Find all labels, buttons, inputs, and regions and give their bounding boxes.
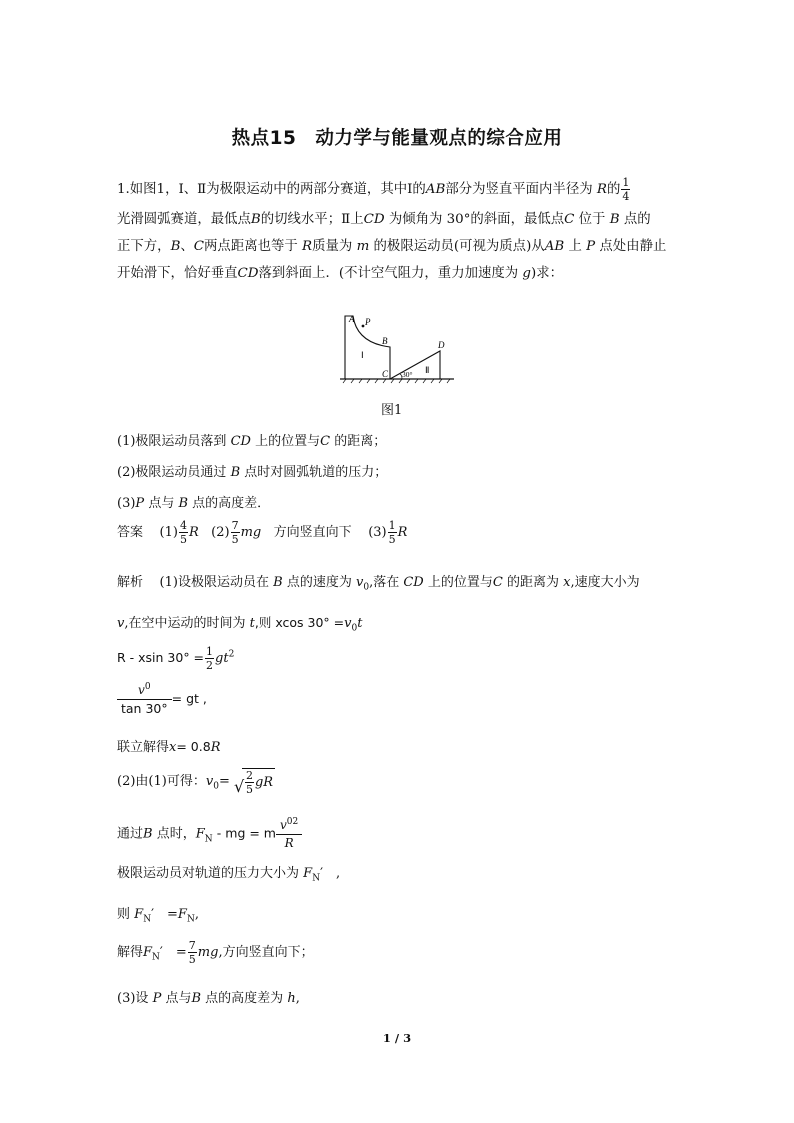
fraction-denominator: 4 — [622, 190, 630, 203]
text: 上 — [568, 239, 582, 254]
text: 的 — [606, 182, 621, 197]
text: x — [563, 575, 571, 590]
text: C — [193, 239, 205, 254]
text: B — [230, 465, 241, 480]
text: AB — [425, 182, 446, 197]
equation-3 — [117, 736, 220, 755]
text: F — [177, 907, 187, 922]
text: ′ = — [159, 945, 187, 960]
label-p: P — [365, 317, 371, 327]
text: B — [250, 212, 261, 227]
text: 极限运动员对轨道的压力大小为 — [117, 866, 300, 881]
text: 0 — [213, 781, 219, 792]
fraction-numerator: 2 — [245, 769, 253, 782]
text: R — [596, 182, 607, 197]
text: N — [143, 914, 152, 925]
square-root — [234, 768, 275, 795]
text: C — [492, 575, 503, 590]
text: v — [279, 818, 287, 832]
text: g — [522, 266, 531, 281]
text: R - xsin 30° = — [117, 650, 205, 665]
text: N — [186, 914, 195, 925]
text: B — [273, 575, 283, 590]
label-angle: 30° — [402, 370, 413, 379]
text: 部分为竖直平面内半径为 — [445, 182, 593, 197]
text: 上的位置与 — [427, 575, 493, 590]
text: ′ = — [151, 907, 178, 922]
radical-sign: √ — [233, 777, 245, 796]
text: CD — [403, 575, 424, 590]
text: 点与 — [148, 496, 175, 511]
text: F — [303, 866, 313, 881]
text: F — [134, 907, 144, 922]
text: 联立解得 — [117, 740, 170, 755]
text: (2) — [211, 525, 230, 540]
text: R — [210, 740, 221, 755]
text: v — [355, 575, 364, 590]
fraction-denominator: 5 — [179, 533, 187, 546]
text: 点的 — [623, 212, 651, 227]
equation-5 — [117, 818, 302, 850]
text: 两点距离也等于 — [204, 239, 298, 254]
equation-9 — [117, 987, 300, 1006]
text: B — [143, 826, 153, 842]
text: C — [320, 434, 331, 449]
text: 2 — [228, 649, 235, 660]
fraction-numerator: 1 — [206, 645, 214, 658]
text: )求： — [531, 266, 564, 281]
fraction-numerator: 4 — [179, 519, 187, 532]
equation-8 — [117, 940, 314, 965]
text: v — [205, 774, 214, 789]
fraction — [245, 770, 254, 795]
text: 正下方， — [117, 239, 171, 254]
text: 开始滑下，恰好垂直 — [117, 266, 238, 281]
label-track-two: Ⅱ — [425, 365, 430, 375]
text: 02 — [286, 817, 299, 827]
text: 落到斜面上．(不计空气阻力，重力加速度为 — [258, 266, 519, 281]
problem-statement — [117, 176, 679, 287]
text: = 0.8 — [176, 739, 211, 754]
text: 0 — [351, 623, 358, 634]
text: t — [249, 616, 255, 631]
answer-label: 答案 — [117, 525, 144, 540]
fraction — [621, 177, 630, 202]
text: x — [169, 740, 177, 755]
label-track-one: Ⅰ — [361, 350, 364, 360]
text: (3) — [368, 525, 387, 540]
radicand — [242, 768, 275, 795]
question-2 — [117, 461, 387, 480]
text: N — [312, 873, 321, 884]
fraction — [231, 520, 240, 545]
text: 的距离； — [334, 434, 387, 449]
text: mg — [240, 525, 262, 540]
text: 点时对圆弧轨道的压力； — [244, 465, 388, 480]
text: (2)极限运动员通过 — [117, 465, 227, 480]
fraction-numerator — [117, 683, 172, 700]
text: P — [135, 496, 145, 511]
text: (1) — [159, 525, 178, 540]
text: 点与 — [165, 991, 192, 1006]
text: 、 — [180, 239, 194, 254]
equation-1 — [117, 646, 234, 671]
text: v — [344, 616, 352, 631]
fraction — [276, 818, 302, 850]
text: t — [357, 616, 363, 631]
label-d: D — [438, 340, 445, 350]
text: F — [143, 945, 153, 960]
text: v — [117, 616, 125, 631]
equation-7 — [117, 903, 199, 925]
fraction — [179, 520, 188, 545]
text: C — [564, 212, 575, 227]
text: = — [218, 774, 230, 789]
question-1 — [117, 430, 386, 449]
text: P — [586, 239, 596, 254]
fraction-denominator: 5 — [245, 783, 253, 796]
text: v — [138, 683, 145, 697]
fraction-denominator: tan 30° — [121, 701, 168, 717]
text: 则 — [117, 907, 131, 922]
text: 通过 — [117, 826, 144, 842]
text: R — [302, 239, 313, 254]
text: F — [195, 826, 205, 842]
text: ,速度大小为 — [570, 575, 640, 590]
text: 1.如图1，Ⅰ、Ⅱ为极限运动中的两部分赛道，其中Ⅰ的 — [117, 182, 426, 197]
text: 点处由静止 — [599, 239, 667, 254]
equation-6 — [117, 862, 340, 884]
fraction — [188, 940, 197, 965]
text: B — [178, 496, 189, 511]
solution-line-1 — [117, 571, 640, 593]
text: 为倾角为 30°的斜面，最低点 — [388, 212, 565, 227]
label-b: B — [382, 336, 388, 346]
text: 位于 — [578, 212, 606, 227]
text: ,在空中运动的时间为 — [124, 616, 246, 631]
text: ′ , — [320, 866, 341, 881]
problem-line-2 — [117, 206, 679, 233]
text: (2)由(1)可得： — [117, 774, 206, 789]
text: 0 — [144, 682, 151, 692]
text: (3) — [117, 496, 136, 511]
text: P — [152, 991, 162, 1006]
answer-line — [117, 520, 407, 545]
text: B — [191, 991, 202, 1006]
track-two-slope — [390, 351, 440, 379]
text: h — [287, 991, 296, 1006]
text: 方向竖直向下 — [273, 525, 352, 540]
text: ,方向竖直向下； — [218, 945, 314, 960]
text: 质量为 — [312, 239, 353, 254]
text: CD — [363, 212, 385, 227]
text: - mg = m — [216, 825, 276, 841]
text: 点的高度差． — [192, 496, 271, 511]
text: = gt , — [171, 690, 207, 706]
text: AB — [544, 239, 565, 254]
track-diagram — [336, 309, 458, 386]
problem-line-1 — [117, 176, 679, 203]
text: 的极限运动员(可视为质点)从 — [373, 239, 545, 254]
text: N — [152, 952, 160, 963]
fraction-denominator: 2 — [206, 659, 214, 672]
ground-hatch — [343, 379, 450, 383]
fraction-numerator: 7 — [188, 939, 196, 952]
page-title: 热点15 动力学与能量观点的综合应用 — [231, 128, 563, 149]
equation-2 — [117, 683, 207, 716]
fraction-denominator: 5 — [388, 533, 396, 546]
question-3 — [117, 492, 270, 511]
text: gR — [254, 775, 274, 790]
text: (1)设极限运动员在 — [159, 575, 269, 590]
text: m — [356, 239, 370, 254]
solution-line-2 — [117, 612, 362, 634]
fraction — [205, 646, 214, 671]
text: R — [397, 525, 408, 540]
text: 点时， — [156, 826, 196, 842]
text: 点的速度为 — [286, 575, 352, 590]
label-c: C — [382, 369, 389, 379]
text: 点的高度差为 — [205, 991, 284, 1006]
text: (1)极限运动员落到 — [117, 434, 227, 449]
equation-4 — [117, 768, 275, 795]
text: gt — [215, 651, 229, 666]
text: N — [204, 834, 213, 845]
text: 0 — [363, 582, 370, 593]
text: B — [609, 212, 620, 227]
text: CD — [237, 266, 259, 281]
text: 解得 — [117, 945, 144, 960]
fraction — [117, 683, 172, 716]
label-a: A — [349, 314, 355, 324]
text: ,落在 — [369, 575, 400, 590]
text: mg — [197, 945, 219, 960]
text: 的切线水平；Ⅱ上 — [260, 212, 364, 227]
fraction-numerator: 1 — [388, 519, 396, 532]
text: CD — [230, 434, 251, 449]
text: (3)设 — [117, 991, 149, 1006]
fraction-numerator: 7 — [231, 519, 239, 532]
page-number: 1 / 3 — [382, 1031, 412, 1045]
figure-caption: 图1 — [381, 403, 403, 418]
text: , — [295, 991, 300, 1006]
problem-line-3 — [117, 233, 679, 260]
text: 上的位置与 — [255, 434, 321, 449]
point-p-marker — [362, 325, 365, 328]
fraction-numerator: 1 — [622, 176, 630, 189]
fraction — [388, 520, 397, 545]
solution-label: 解析 — [117, 575, 144, 590]
text: B — [170, 239, 181, 254]
text: R — [188, 525, 199, 540]
problem-line-4 — [117, 260, 679, 287]
fraction-denominator: 5 — [188, 953, 196, 966]
fraction-numerator — [276, 818, 302, 835]
fraction-denominator: 5 — [231, 533, 239, 546]
text: , — [194, 907, 199, 922]
text: ,则 xcos 30° = — [254, 615, 345, 630]
text: 的距离为 — [506, 575, 559, 590]
text: 光滑圆弧赛道，最低点 — [117, 212, 251, 227]
fraction-denominator: R — [284, 836, 294, 851]
